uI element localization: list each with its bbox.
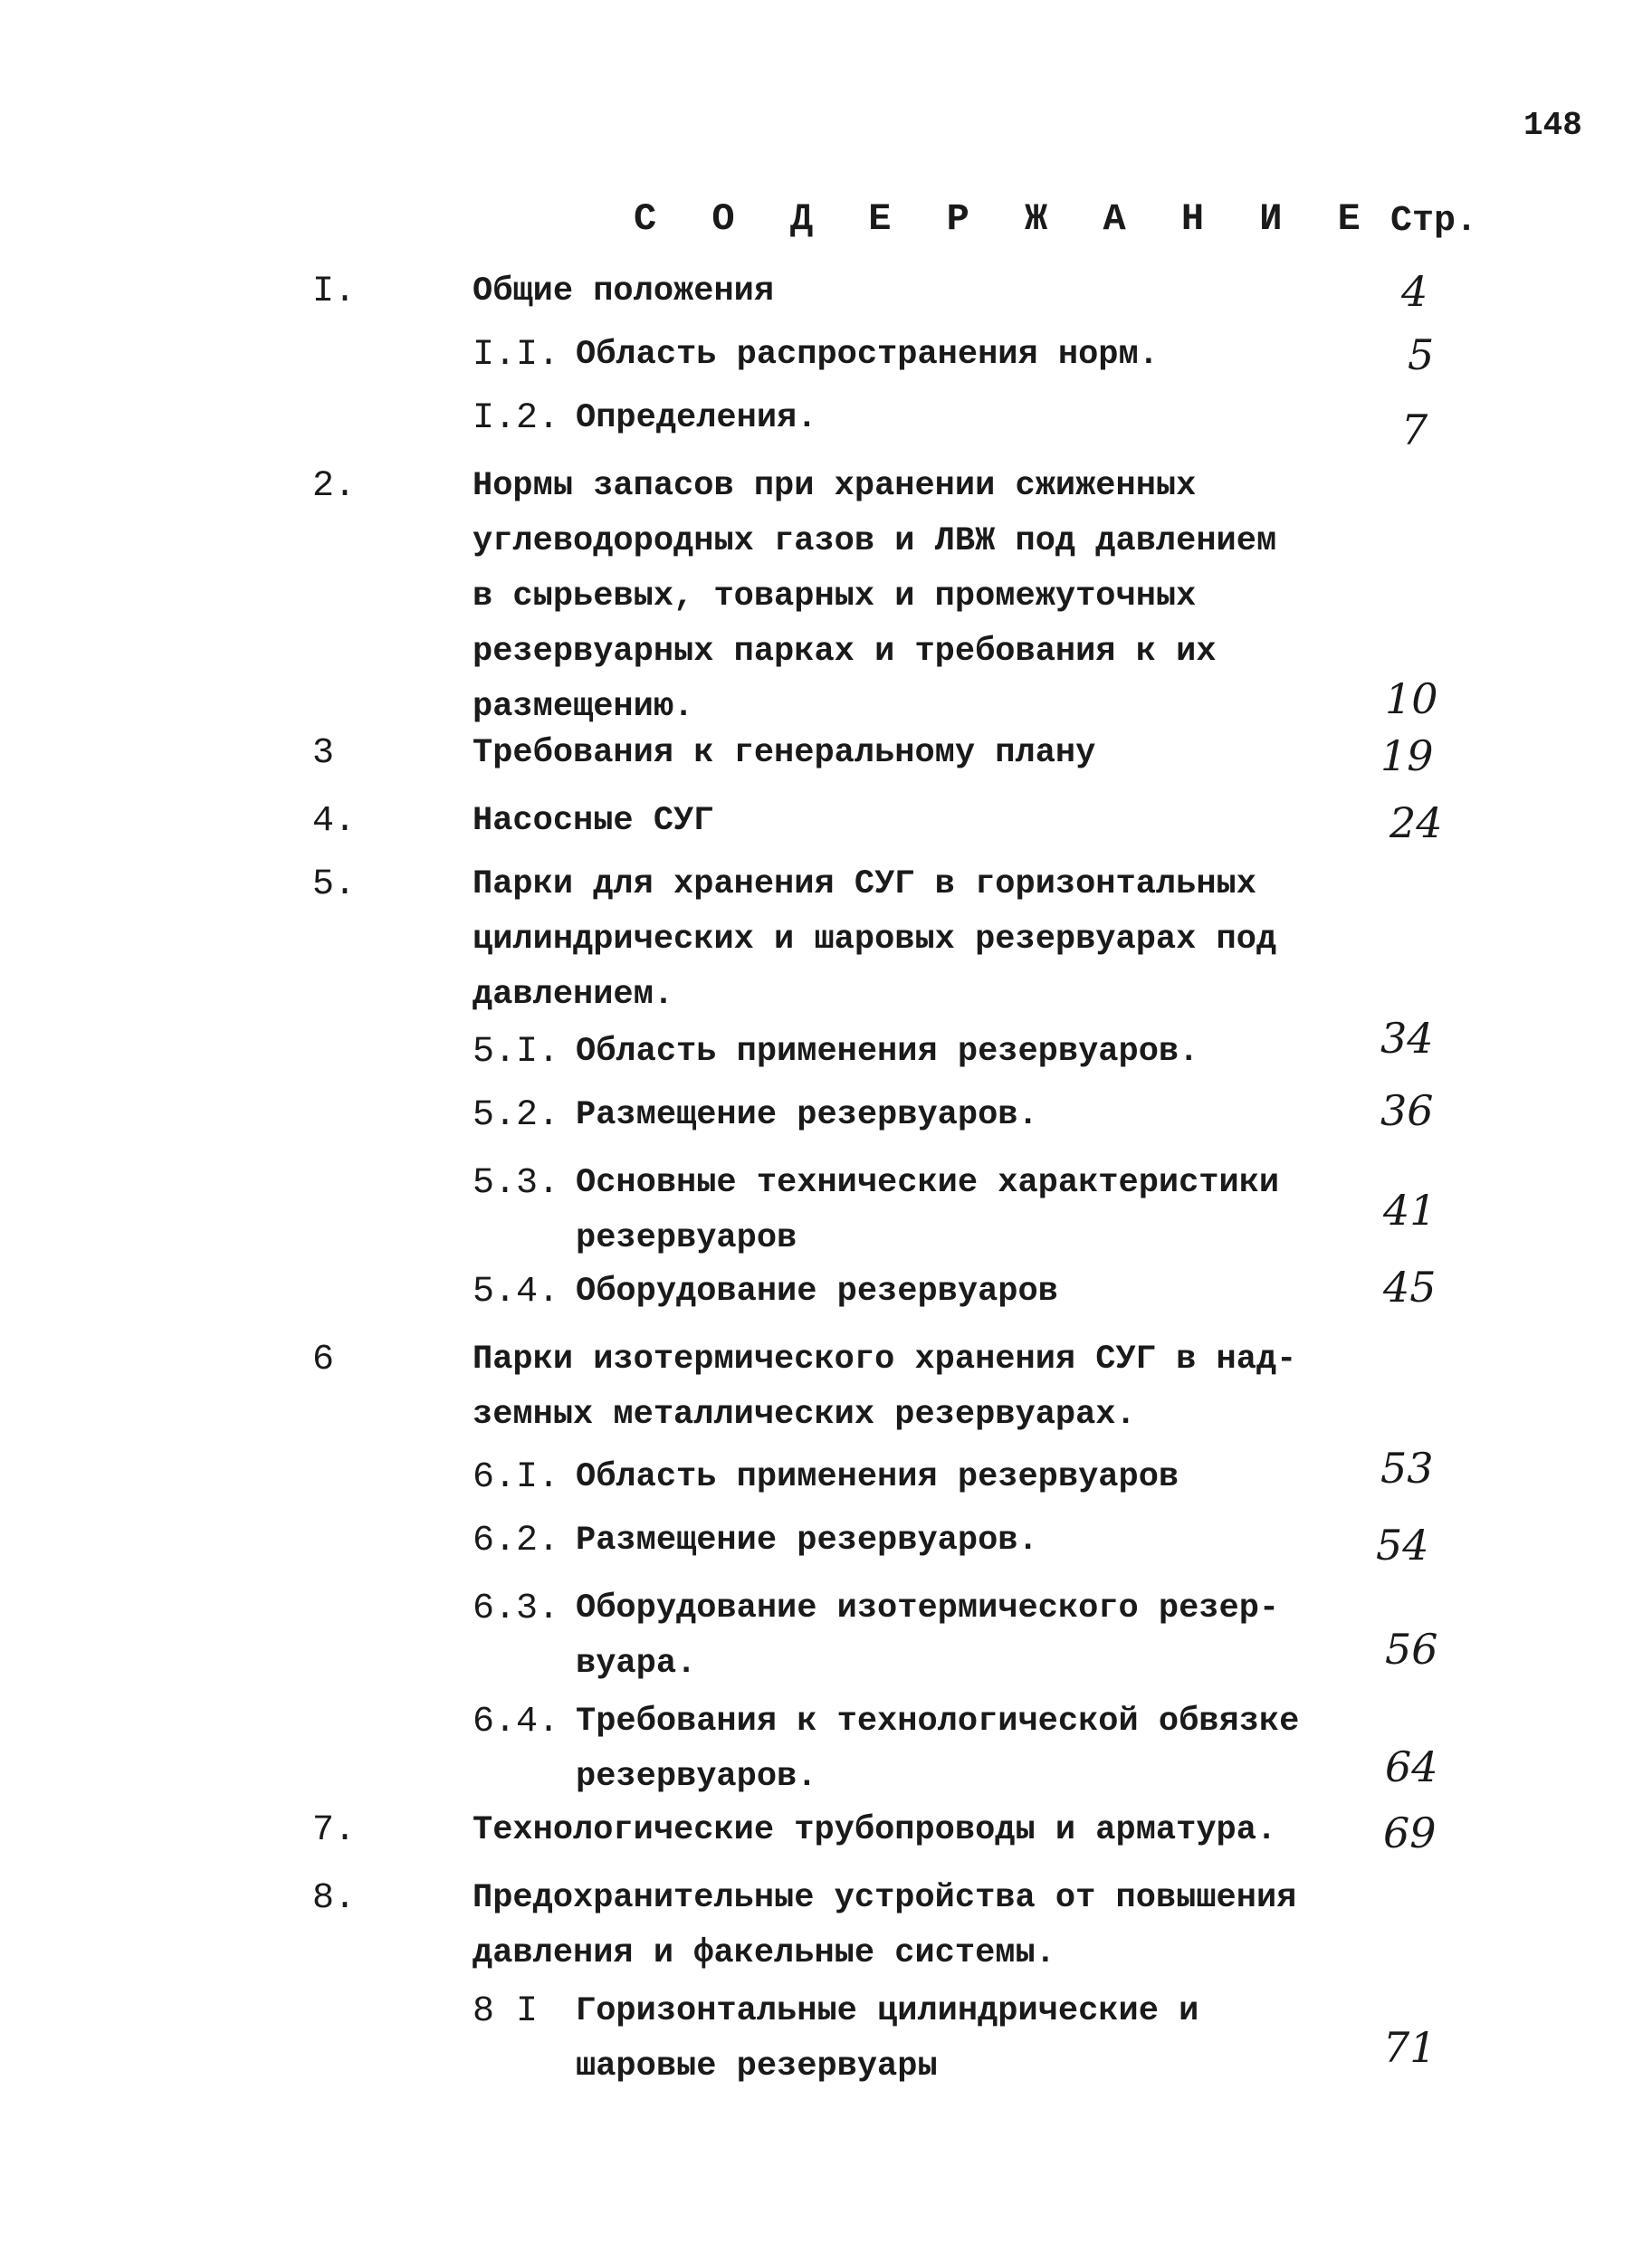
toc-entry-page: 19 bbox=[1380, 731, 1434, 780]
toc-entry-page: 71 bbox=[1383, 2023, 1437, 2072]
toc-entry-text: Требования к технологической обвязке bbox=[576, 1703, 1300, 1741]
toc-entry-number: I.I. bbox=[473, 335, 560, 376]
toc-entry-page: 64 bbox=[1385, 1742, 1438, 1791]
toc-entry-text: земных металлических резервуарах. bbox=[473, 1396, 1136, 1434]
toc-entry-page: 56 bbox=[1385, 1625, 1438, 1674]
toc-entry-page: 34 bbox=[1380, 1014, 1434, 1063]
toc-entry-text: шаровые резервуары bbox=[576, 2047, 938, 2085]
toc-entry-number: 7. bbox=[312, 1810, 357, 1851]
toc-entry-text: давления и факельные системы. bbox=[473, 1934, 1055, 1972]
toc-entry-page: 7 bbox=[1401, 406, 1428, 454]
toc-entry-page: 41 bbox=[1383, 1186, 1437, 1235]
toc-entry-text: Область применения резервуаров bbox=[576, 1458, 1179, 1496]
toc-entry-number: 5.2. bbox=[473, 1095, 560, 1136]
toc-entry-number: 3 bbox=[312, 733, 335, 774]
toc-entry-text: Технологические трубопроводы и арматура. bbox=[473, 1811, 1277, 1849]
toc-entry-text: цилиндрических и шаровых резервуарах под bbox=[473, 921, 1277, 959]
toc-entry-text: Парки изотермического хранения СУГ в над- bbox=[473, 1341, 1297, 1379]
toc-entry-text: давлением. bbox=[473, 976, 674, 1014]
toc-entry-number: 6.3. bbox=[473, 1589, 560, 1629]
toc-entry-text: Общие положения bbox=[473, 272, 775, 310]
toc-entry-text: Определения. bbox=[576, 399, 817, 437]
toc-entry-page: 69 bbox=[1383, 1809, 1437, 1857]
toc-entry-page: 5 bbox=[1408, 330, 1435, 379]
toc-entry-number: 8. bbox=[312, 1878, 357, 1919]
toc-entry-text: углеводородных газов и ЛВЖ под давлением bbox=[473, 522, 1277, 560]
toc-entry-number: 6.I. bbox=[473, 1457, 560, 1498]
toc-entry-text: Горизонтальные цилиндрические и bbox=[576, 1992, 1199, 2030]
toc-entry-number: I.2. bbox=[473, 398, 560, 439]
toc-entry-page: 24 bbox=[1389, 798, 1443, 847]
toc-entry-text: Размещение резервуаров. bbox=[576, 1522, 1038, 1560]
toc-entry-text: Парки для хранения СУГ в горизонтальных bbox=[473, 865, 1256, 903]
toc-entry-text: Оборудование изотермического резер- bbox=[576, 1589, 1280, 1627]
toc-entry-text: Размещение резервуаров. bbox=[576, 1096, 1038, 1134]
toc-entry-page: 4 bbox=[1401, 267, 1428, 316]
toc-entry-number: 2. bbox=[312, 466, 357, 507]
toc-entry-number: I. bbox=[312, 272, 357, 312]
toc-entry-text: Нормы запасов при хранении сжиженных bbox=[473, 467, 1197, 505]
toc-entry-number: 5.4. bbox=[473, 1272, 560, 1312]
toc-entry-number: 6 bbox=[312, 1340, 335, 1380]
toc-entry-text: резервуарных парках и требования к их bbox=[473, 633, 1217, 671]
toc-entry-page: 53 bbox=[1380, 1444, 1434, 1493]
toc-title: С О Д Е Р Ж А Н И Е bbox=[634, 197, 1377, 241]
toc-entry-number: 5.3. bbox=[473, 1163, 560, 1204]
toc-entry-text: Оборудование резервуаров bbox=[576, 1273, 1058, 1311]
toc-entry-text: в сырьевых, товарных и промежуточных bbox=[473, 577, 1197, 616]
page-column-label: Стр. bbox=[1390, 201, 1478, 242]
toc-entry-text: Требования к генеральному плану bbox=[473, 734, 1096, 772]
toc-entry-text: Предохранительные устройства от повышения bbox=[473, 1879, 1297, 1917]
toc-entry-text: Область применения резервуаров. bbox=[576, 1033, 1199, 1071]
toc-entry-text: размещению. bbox=[473, 688, 694, 726]
toc-entry-text: вуара. bbox=[576, 1645, 697, 1683]
toc-entry-number: 4. bbox=[312, 801, 357, 842]
toc-entry-number: 5. bbox=[312, 864, 357, 905]
toc-entry-number: 8 I bbox=[473, 1991, 539, 2032]
toc-entry-text: резервуаров. bbox=[576, 1758, 817, 1796]
page-number: 148 bbox=[1523, 107, 1582, 144]
toc-entry-text: резервуаров bbox=[576, 1219, 797, 1257]
toc-entry-text: Область распространения норм. bbox=[576, 336, 1159, 374]
toc-entry-page: 10 bbox=[1385, 674, 1438, 723]
toc-entry-number: 6.2. bbox=[473, 1521, 560, 1561]
toc-entry-page: 36 bbox=[1380, 1086, 1434, 1135]
toc-entry-number: 6.4. bbox=[473, 1702, 560, 1742]
toc-entry-text: Насосные СУГ bbox=[473, 802, 714, 840]
toc-entry-page: 45 bbox=[1383, 1263, 1437, 1312]
toc-entry-number: 5.I. bbox=[473, 1032, 560, 1073]
toc-entry-page: 54 bbox=[1376, 1521, 1429, 1570]
toc-entry-text: Основные технические характеристики bbox=[576, 1164, 1280, 1202]
